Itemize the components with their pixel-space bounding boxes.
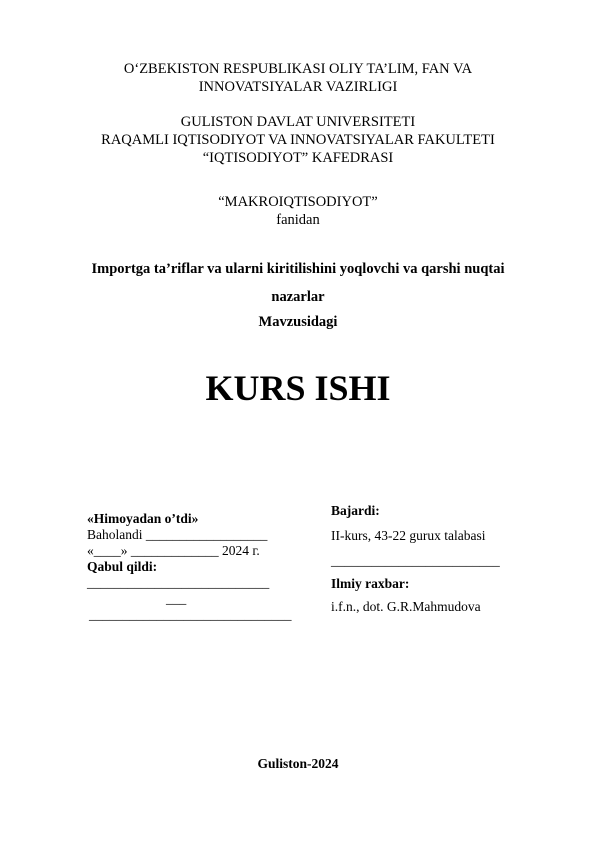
ministry-line-2: INNOVATSIYALAR VAZIRLIGI	[198, 79, 398, 95]
faculty-name: RAQAMLI IQTISODIYOT VA INNOVATSIYALAR FAKULTETI	[101, 132, 495, 148]
grade-line: Baholandi __________________	[87, 527, 268, 542]
performed-heading: Bajardi:	[331, 503, 380, 518]
student-info: II-kurs, 43-22 gurux talabasi	[331, 528, 486, 543]
topic-line-2: nazarlar	[271, 289, 325, 305]
signature-blank-3: ______________________________	[89, 607, 292, 622]
ministry-line-1: O‘ZBEKISTON RESPUBLIKASI OLIY TA’LIM, FAN VA	[123, 61, 473, 77]
place-year: Guliston-2024	[257, 756, 339, 771]
student-signature-blank: _________________________	[331, 553, 500, 568]
date-line: «____» _____________ 2024 г.	[87, 543, 260, 558]
topic-line-1: Importga ta’riflar va ularni kiritilishini yoqlovchi va qarshi nuqtai	[91, 261, 505, 277]
work-type-title: KURS ISHI	[205, 368, 391, 408]
signature-blank-1: ___________________________	[87, 575, 270, 590]
defense-heading: «Himoyadan o’tdi»	[87, 511, 199, 526]
advisor-name: i.f.n., dot. G.R.Mahmudova	[331, 599, 481, 614]
signature-blank-2: ___	[166, 591, 187, 606]
subject-name: “MAKROIQTISODIYOT”	[218, 194, 378, 210]
topic-line-3: Mavzusidagi	[258, 314, 338, 330]
accepted-heading: Qabul qildi:	[87, 559, 158, 574]
advisor-heading: Ilmiy raxbar:	[331, 576, 410, 591]
author-block	[331, 503, 531, 623]
department-name: “IQTISODIYOT” KAFEDRASI	[202, 150, 394, 166]
defense-block	[87, 511, 292, 623]
university-name: GULISTON DAVLAT UNIVERSITETI	[180, 114, 416, 130]
subject-suffix: fanidan	[276, 212, 320, 228]
